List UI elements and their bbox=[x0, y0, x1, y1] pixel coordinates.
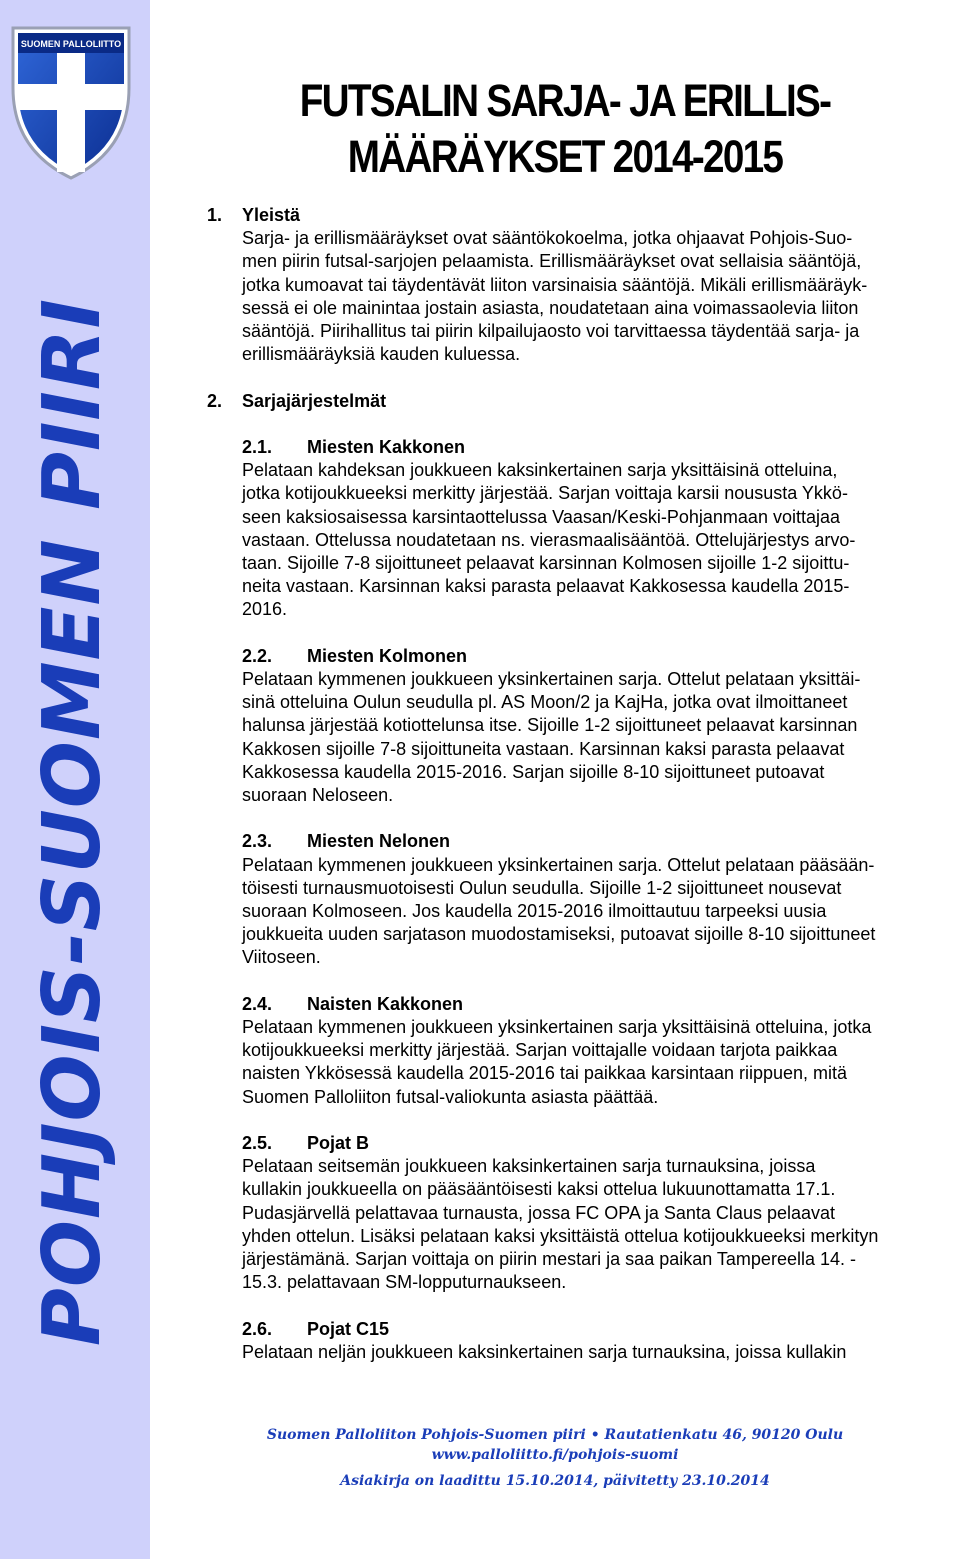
text-line: seen kaksiosaisessa karsintaottelussa Vaasan/Keski-Pohjanmaan voittajaa bbox=[242, 506, 840, 527]
subsection-number: 2.5. bbox=[242, 1133, 273, 1154]
text-line: Pelataan kymmenen joukkueen yksinkertainen sarja yksittäisinä otteluina, jotka bbox=[242, 1017, 872, 1038]
section-heading bbox=[207, 390, 957, 413]
text-line: men piirin futsal-sarjojen pelaamista. Erillismääräykset ovat sellaisia sääntöjä, bbox=[242, 251, 862, 272]
text-line: Pelataan seitsemän joukkueen kaksinkertainen sarja turnauksina, joissa bbox=[242, 1156, 816, 1177]
text-line: taan. Sijoille 7-8 sijoittuneet pelaavat karsinnan Kolmosen sijoille 1-2 sijoittu- bbox=[242, 553, 850, 574]
subsection-heading bbox=[207, 1318, 957, 1341]
document-body bbox=[207, 204, 957, 1364]
subsection-title: Miesten Nelonen bbox=[307, 831, 451, 852]
subsection-number: 2.6. bbox=[242, 1318, 273, 1339]
text-line: Pelataan neljän joukkueen kaksinkertainen sarja turnauksina, joissa kullakin bbox=[242, 1341, 847, 1362]
text-line: neita vastaan. Karsinnan kaksi parasta pelaavat Kakkosessa kaudella 2015- bbox=[242, 576, 850, 597]
subsection-heading bbox=[207, 830, 957, 853]
text-line: Viitoseen. bbox=[242, 947, 321, 968]
subsection-title: Pojat B bbox=[307, 1133, 370, 1154]
section-heading bbox=[207, 204, 957, 227]
subsection-heading bbox=[207, 1132, 957, 1155]
text-line: jotka kumoavat tai täydentävät liiton varsinaisia sääntöjä. Mikäli erillismääräyk- bbox=[242, 274, 868, 295]
text-line: Sarja- ja erillismääräykset ovat sääntökokoelma, jotka ohjaavat Pohjois-Suo- bbox=[242, 228, 853, 249]
text-line: jotka kotijoukkueeksi merkitty järjestää. Sarjan voittaja karsii noususta Ykkö- bbox=[242, 483, 848, 504]
subsection-title: Pojat C15 bbox=[307, 1318, 390, 1339]
subsection-title: Miesten Kolmonen bbox=[307, 645, 468, 666]
subsection-paragraph bbox=[207, 1155, 957, 1294]
text-line: joukkueita uuden sarjatason muodostamiseksi, putoavat sijoille 8-10 sijoittuneet bbox=[242, 924, 876, 945]
section-paragraph bbox=[207, 227, 957, 366]
subsection-heading bbox=[207, 645, 957, 668]
subsection-paragraph bbox=[207, 1341, 957, 1364]
text-line: Kakkosessa kaudella 2015-2016. Sarjan sijoille 8-10 sijoittuneet putoavat bbox=[242, 761, 825, 782]
logo-label: SUOMEN PALLOLIITTO bbox=[20, 39, 122, 49]
subsection-number: 2.4. bbox=[242, 993, 273, 1014]
text-line: 2016. bbox=[242, 599, 288, 620]
subsection-title: Naisten Kakkonen bbox=[307, 993, 464, 1014]
footer-website-link[interactable]: www.palloliitto.fi/pohjois-suomi bbox=[431, 1447, 679, 1463]
text-line: sääntöjä. Piirihallitus tai piirin kilpailujaosto voi tarvittaessa täydentää sarja- ja bbox=[242, 321, 860, 342]
footer-address: Suomen Palloliiton Pohjois-Suomen piiri • Rautatienkatu 46, 90120 Oulu bbox=[266, 1427, 844, 1443]
text-line: Pelataan kymmenen joukkueen yksinkertainen sarja. Ottelut pelataan yksittäi- bbox=[242, 669, 861, 690]
section-title: Sarjajärjestelmät bbox=[242, 390, 387, 411]
text-line: Pudasjärvellä pelattavaa turnausta, jossa FC OPA ja Santa Claus pelaavat bbox=[242, 1202, 836, 1223]
text-line: töisesti turnausmuotoisesti Oulun seudulla. Sijoille 1-2 sijoittuneet nousevat bbox=[242, 877, 842, 898]
document-title-line-1: FUTSALIN SARJA- JA ERILLIS- bbox=[299, 75, 831, 126]
text-line: halunsa järjestää kotiottelunsa itse. Sijoille 1-2 sijoittuneet pelaavat karsinnan bbox=[242, 715, 858, 736]
text-line: Kakkosen sijoille 7-8 sijoittuneita vastaan. Karsinnan kaksi parasta pelaavat bbox=[242, 738, 845, 759]
text-line: kullakin joukkueella on pääsääntöisesti kaksi ottelua lukuunottamatta 17.1. bbox=[242, 1179, 836, 1200]
text-line: järjestämänä. Sarjan voittaja on piirin mestari ja saa paikan Tampereella 14. - bbox=[242, 1249, 856, 1270]
text-line: sessä ei ole mainintaa jostain asiasta, noudatetaan aina voimassaolevia liiton bbox=[242, 297, 859, 318]
text-line: 15.3. pelattavaan SM-lopputurnaukseen. bbox=[242, 1272, 567, 1293]
section-number: 1. bbox=[207, 205, 223, 225]
document-title-line-2: MÄÄRÄYKSET 2014-2015 bbox=[347, 131, 783, 182]
subsection-paragraph bbox=[207, 854, 957, 970]
subsection-heading bbox=[207, 436, 957, 459]
text-line: Suomen Palloliiton futsal-valiokunta asiasta päättää. bbox=[242, 1086, 659, 1107]
subsection-title: Miesten Kakkonen bbox=[307, 437, 466, 457]
sidebar-band bbox=[0, 0, 150, 1559]
text-line: erillismääräyksiä kauden kuluessa. bbox=[242, 344, 521, 365]
text-line: suoraan Neloseen. bbox=[242, 785, 394, 806]
text-line: vastaan. Ottelussa noudatetaan ns. vierasmaalisääntöä. Ottelujärjestys arvo- bbox=[242, 529, 856, 550]
text-line: Pelataan kahdeksan joukkueen kaksinkertainen sarja yksittäisinä otteluina, bbox=[242, 460, 838, 481]
section-title: Yleistä bbox=[242, 205, 301, 225]
subsection-number: 2.1. bbox=[242, 437, 273, 457]
subsection-heading bbox=[207, 993, 957, 1016]
section-number: 2. bbox=[207, 390, 223, 411]
footer-document-date: Asiakirja on laadittu 15.10.2014, päivitetty 23.10.2014 bbox=[340, 1473, 770, 1489]
palloliitto-shield-logo bbox=[10, 22, 132, 182]
subsection-paragraph bbox=[207, 1016, 957, 1109]
subsection-paragraph bbox=[207, 459, 957, 621]
text-line: suoraan Kolmoseen. Jos kaudella 2015-2016 ilmoittautuu tarpeeksi uusia bbox=[242, 901, 827, 922]
subsection-number: 2.2. bbox=[242, 645, 273, 666]
text-line: Pelataan kymmenen joukkueen yksinkertainen sarja. Ottelut pelataan pääsään- bbox=[242, 854, 875, 875]
text-line: naisten Ykkösessä kaudella 2015-2016 tai paikkaa karsintaan riippuen, mitä bbox=[242, 1063, 848, 1084]
text-line: sinä otteluina Oulun seudulla pl. AS Moon/2 ja KajHa, jotka ovat ilmoittaneet bbox=[242, 692, 848, 713]
subsection-paragraph bbox=[207, 668, 957, 807]
text-line: yhden ottelun. Lisäksi pelataan kaksi yksittäistä ottelua kotijoukkueeksi merkityn bbox=[242, 1225, 879, 1246]
text-line: kotijoukkueeksi merkitty järjestää. Sarjan voittajalle voidaan tarjota paikkaa bbox=[242, 1040, 838, 1061]
subsection-number: 2.3. bbox=[242, 831, 273, 852]
district-vertical-title: POHJOIS-SUOMEN PIIRI bbox=[26, 297, 118, 1347]
